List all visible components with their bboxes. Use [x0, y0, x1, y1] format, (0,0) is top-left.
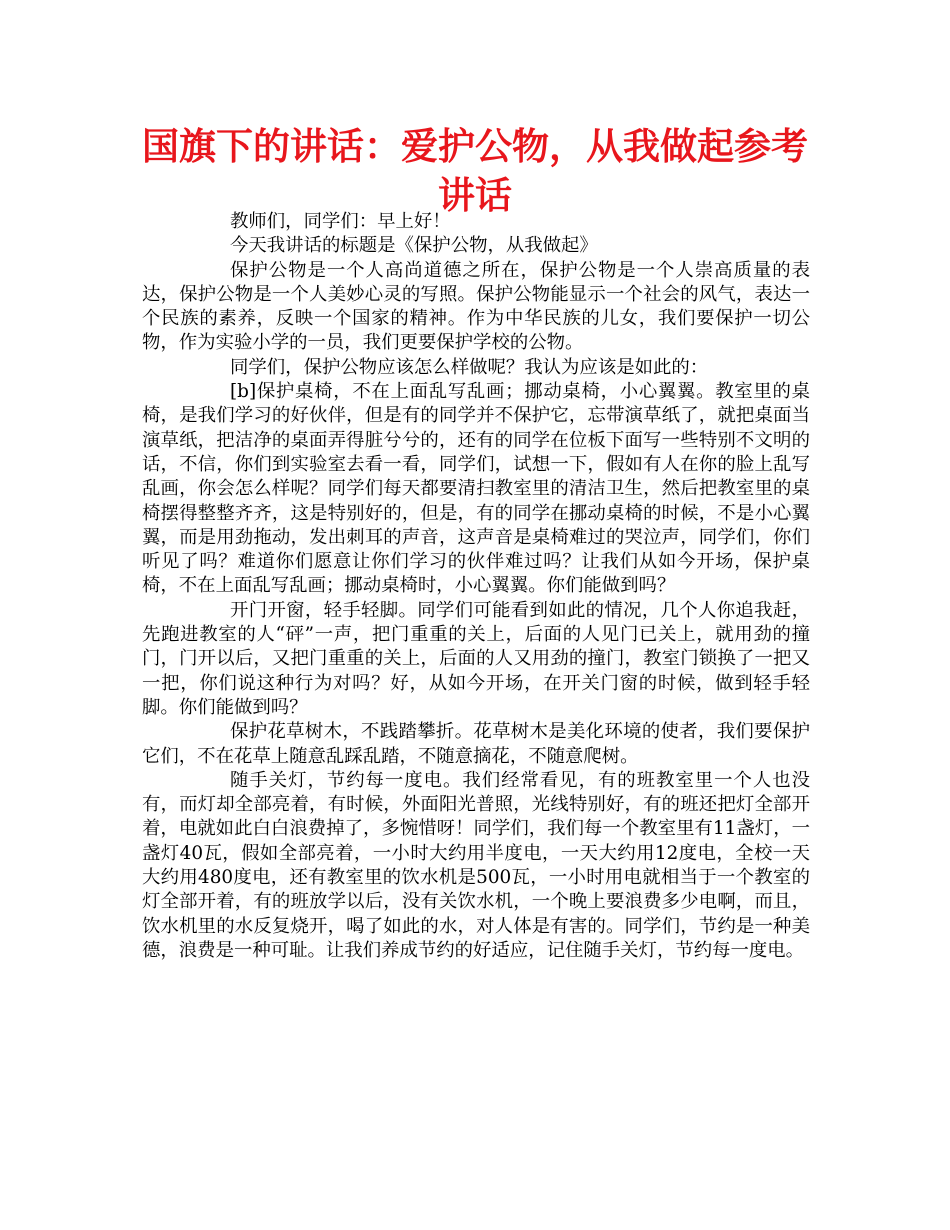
paragraph-doors: 开门开窗，轻手轻脚。同学们可能看到如此的情况，几个人你追我赶，先跑进教室的人“砰”一声，把门重重的关上，后面的人见门已关上，就用劲的撞门，门开以后，又把门重重的关上，后面的人又用劲的撞门，教室门锁换了一把又一把，你们说这种行为对吗？好，从如今开场，在开关门窗的时候，做到轻手轻脚。你们能做到吗？: [142, 599, 810, 718]
paragraph-desks: [b]保护桌椅，不在上面乱写乱画；挪动桌椅，小心翼翼。教室里的桌椅，是我们学习的好伙伴，但是有的同学并不保护它，忘带演草纸了，就把桌面当演草纸，把洁净的桌面弄得脏兮兮的，还有的同学在位板下面写一些特别不文明的话，不信，你们到实验室去看一看，同学们，试想一下，假如有人在你的脸上乱写乱画，你会怎么样呢？同学们每天都要清扫教室里的清洁卫生，然后把教室里的桌椅摆得整整齐齐，这是特别好的，但是，有的同学在挪动桌椅的时候，不是小心翼翼，而是用劲拖动，发出刺耳的声音，这声音是桌椅难过的哭泣声，同学们，你们听见了吗？难道你们愿意让你们学习的伙伴难过吗？让我们从如今开场，保护桌椅，不在上面乱写乱画；挪动桌椅时，小心翼翼。你们能做到吗？: [142, 381, 810, 597]
paragraph-question: 同学们，保护公物应该怎么样做呢？我认为应该是如此的：: [230, 356, 709, 378]
paragraph-intro: 保护公物是一个人高尚道德之所在，保护公物是一个人崇高质量的表达，保护公物是一个人美妙心灵的写照。保护公物能显示一个社会的风气，表达一个民族的素养，反映一个国家的精神。作为中华民族的儿女，我们要保护一切公物，作为实验小学的一员，我们更要保护学校的公物。: [142, 259, 810, 354]
paragraph-topic: 今天我讲话的标题是《保护公物，从我做起》: [230, 235, 598, 257]
document-body: [142, 210, 810, 963]
paragraph-plants: 保护花草树木，不践踏攀折。花草树木是美化环境的使者，我们要保护它们，不在花草上随意乱踩乱踏，不随意摘花，不随意爬树。: [142, 721, 810, 767]
document-title: 国旗下的讲话：爱护公物，从我做起参考讲话: [142, 125, 808, 217]
paragraph-lights: 随手关灯，节约每一度电。我们经常看见，有的班教室里一个人也没有，而灯却全部亮着，有时候，外面阳光普照，光线特别好，有的班还把灯全部开着，电就如此白白浪费掉了，多惋惜呀！同学们，我们每一个教室里有11盏灯，一盏灯40瓦，假如全部亮着，一小时大约用半度电，一天大约用12度电，全校一天大约用480度电，还有教室里的饮水机是500瓦，一小时用电就相当于一个教室的灯全部开着，有的班放学以后，没有关饮水机，一个晚上要浪费多少电啊，而且，饮水机里的水反复烧开，喝了如此的水，对人体是有害的。同学们，节约是一种美德，浪费是一种可耻。让我们养成节约的好适应，记住随手关灯，节约每一度电。: [142, 769, 810, 961]
paragraph-greeting: 教师们，同学们：早上好！: [230, 211, 451, 232]
